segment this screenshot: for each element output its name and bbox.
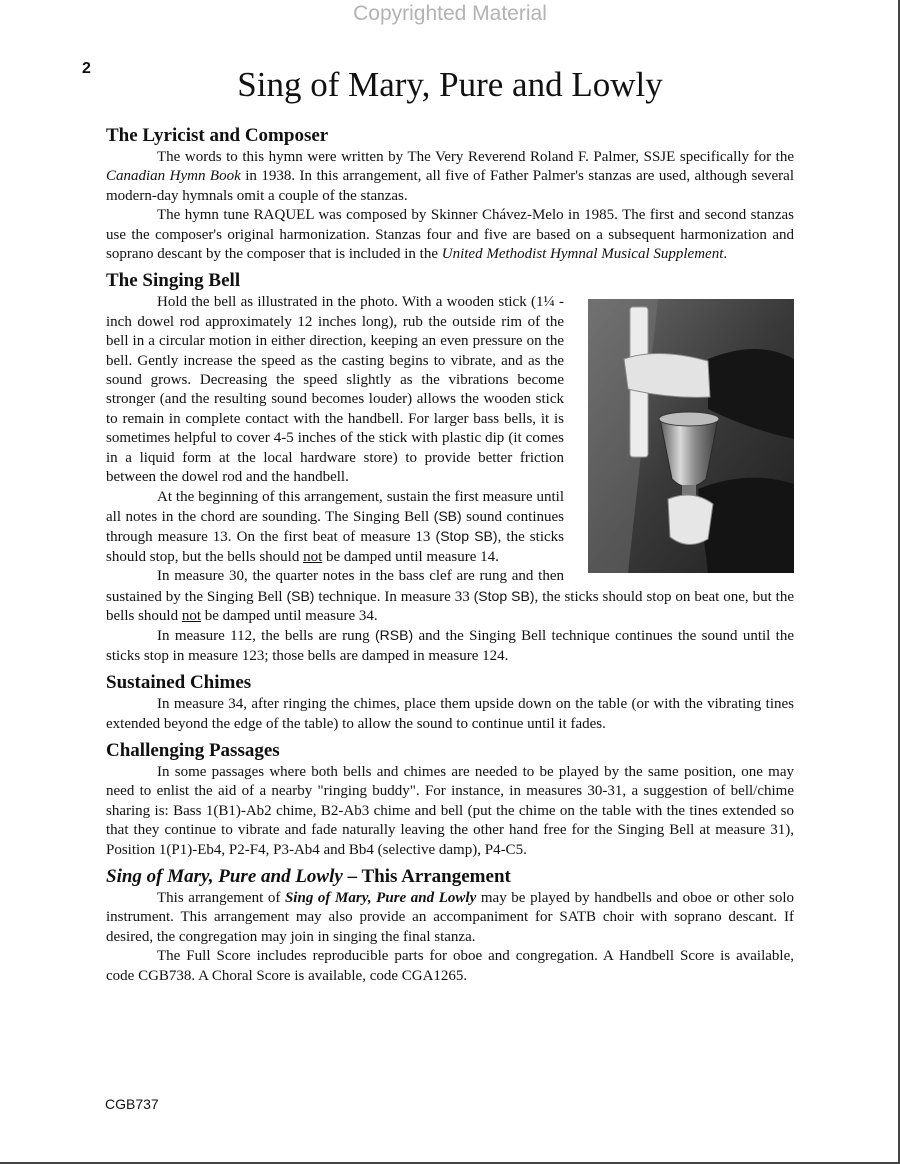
- document-body: [106, 124, 794, 991]
- paragraph: The Full Score includes reproducible parts for oboe and congregation. A Handbell Score is available, code CGB738. A Choral Score is available, code CGA1265.: [106, 948, 794, 984]
- singing-bell-photo: [588, 299, 794, 573]
- paragraph: The words to this hymn were written by The Very Reverend Roland F. Palmer, SSJE specifically for the Canadian Hymn Book in 1938. In this arrangement, all five of Father Palmer's stanzas are used, although several modern-day hymnals omit a couple of the stanzas.: [106, 149, 794, 204]
- paragraph: In measure 30, the quarter notes in the bass clef are rung and then sustained by the Singing Bell (SB) technique. In measure 33 (Stop SB), the sticks should stop on beat one, but the bells should not be damped until measure 34.: [106, 568, 794, 624]
- paragraph: This arrangement of Sing of Mary, Pure and Lowly may be played by handbells and oboe or other solo instrument. This arrangement may also provide an accompaniment for SATB choir with soprano descant. If desired, the congregation may join in singing the final stanza.: [106, 890, 794, 945]
- section-heading-challenging: Challenging Passages: [106, 739, 280, 761]
- section-arrangement: [106, 865, 794, 986]
- section-heading-lyricist: The Lyricist and Composer: [106, 125, 329, 146]
- page-title: Sing of Mary, Pure and Lowly: [237, 65, 663, 104]
- paragraph: In measure 112, the bells are rung (RSB) and the Singing Bell technique continues the sound until the sticks stop in measure 123; those bells are damped in measure 124.: [106, 627, 794, 664]
- hymn-title: Sing of Mary, Pure and Lowly: [284, 890, 477, 906]
- stop-sb-marking: (Stop SB): [435, 528, 498, 545]
- section-heading-singing-bell: The Singing Bell: [106, 270, 241, 292]
- sb-marking: (SB): [286, 587, 315, 604]
- sb-marking: (SB): [433, 507, 462, 524]
- section-heading-chimes: Sustained Chimes: [106, 672, 252, 694]
- paragraph: The hymn tune RAQUEL was composed by Skinner Chávez-Melo in 1985. The first and second stanzas use the composer's original harmonization. Stanzas four and five are based on a subsequent harmonization and soprano descant by the composer that is included in the United Methodist Hymnal Musical Supplement.: [106, 207, 794, 263]
- paragraph: At the beginning of this arrangement, sustain the first measure until all notes in the chord are sounding. The Singing Bell (SB) sound continues through measure 13. On the first beat of measure 13 (Stop SB), the sticks should stop, but the bells should not be damped until measure 14.: [106, 488, 564, 565]
- paragraph: In measure 34, after ringing the chimes, place them upside down on the table (or with the vibrating tines extended beyond the edge of the table) to allow the sound to continue until it fades.: [106, 696, 794, 732]
- paragraph: Hold the bell as illustrated in the photo. With a wooden stick (1¼ - inch dowel rod approximately 12 inches long), rub the outside rim of the bell in a circular motion in either direction, keeping an even pressure on the bell. Gently increase the speed as the casting begins to vibrate, and as the sound grows. Decreasing the speed slightly as the vibrations become stronger (and the resulting sound becomes louder) allows the wooden stick to remain in complete contact with the handbell. For larger bass bells, it is sometimes helpful to cover 4-5 inches of the stick with plastic dip (it comes in a liquid form at the local hardware store) to provide better friction between the dowel rod and the handbell.: [106, 294, 564, 486]
- product-code: CGB737: [105, 1096, 159, 1112]
- paragraph: In some passages where both bells and chimes are needed to be played by the same position, one may need to enlist the aid of a nearby "ringing buddy". For instance, in measures 30-31, a suggestion of bell/chime sharing is: Bass 1(B1)-Ab2 chime, B2-Ab3 chime and bell (put the chime on the table with the tines extended so that they continue to vibrate and fade naturally leaving the other hand free for the Singing Bell at measure 31), Position 1(P1)-Eb4, P2-F4, P3-Ab4 and Bb4 (selective damp), P4-C5.: [106, 763, 794, 858]
- section-singing-bell: [106, 269, 794, 666]
- section-chimes: [106, 671, 794, 734]
- section-challenging: [106, 739, 794, 860]
- rsb-marking: (RSB): [375, 627, 414, 644]
- page-number: 2: [82, 60, 91, 77]
- section-heading-arrangement: Sing of Mary, Pure and Lowly – This Arrangement: [106, 866, 511, 887]
- copyright-watermark: Copyrighted Material: [353, 2, 547, 25]
- book-title: Canadian Hymn Book: [106, 168, 241, 185]
- stop-sb-marking: (Stop SB): [473, 587, 535, 604]
- book-title: United Methodist Hymnal Musical Supplement: [441, 246, 724, 263]
- section-lyricist: [106, 124, 794, 264]
